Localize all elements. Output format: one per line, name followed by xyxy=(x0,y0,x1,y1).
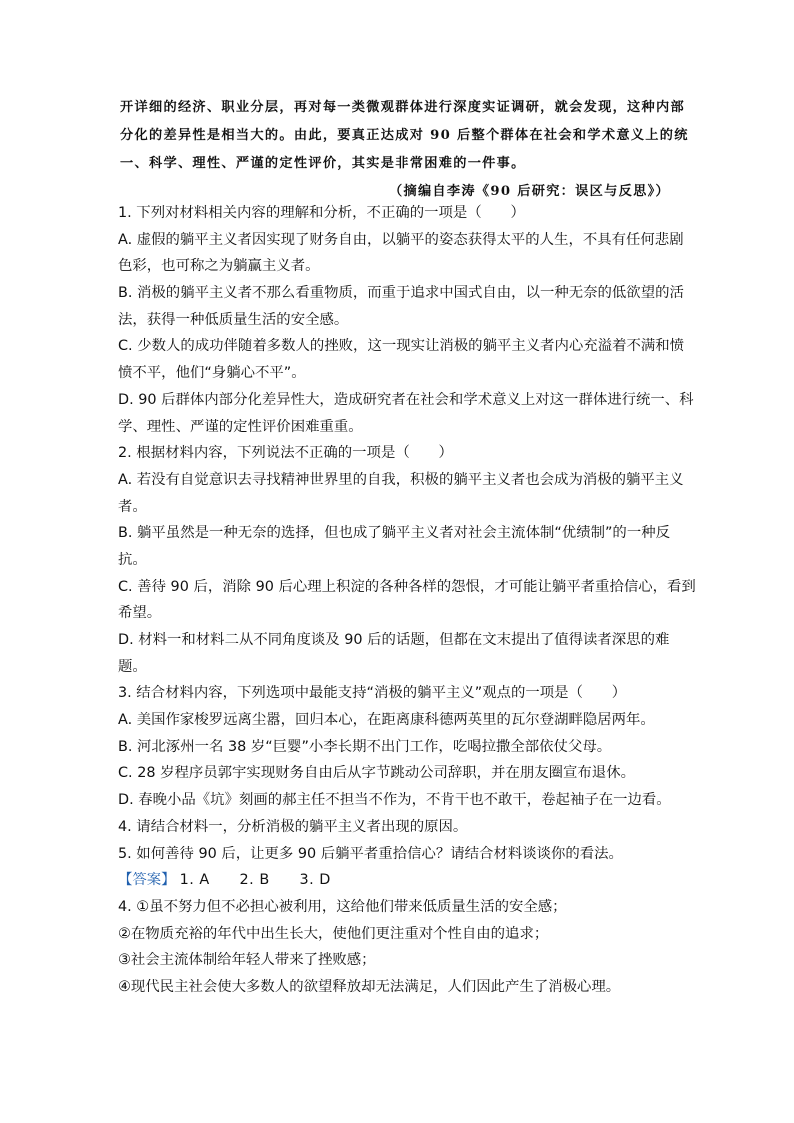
passage-line: 一、科学、理性、严谨的定性评价，其实是非常困难的一件事。 xyxy=(120,156,526,171)
question-1-stem: 1. 下列对材料相关内容的理解和分析，不正确的一项是（ ） xyxy=(118,205,525,221)
questions-section xyxy=(118,200,696,1001)
q3-option-b: B. 河北涿州一名 38 岁“巨婴”小李长期不出门工作，吃喝拉撒全部依仗父母。 xyxy=(118,738,612,755)
q3-option-c: C. 28 岁程序员郭宇实现财务自由后从字节跳动公司辞职，并在朋友圈宣布退休。 xyxy=(118,765,635,782)
question-2-stem: 2. 根据材料内容，下列说法不正确的一项是（ ） xyxy=(118,445,453,462)
q2-option-a-cont: 者。 xyxy=(118,498,147,515)
q1-option-d-cont: 学、理性、严谨的定性评价困难重重。 xyxy=(118,418,363,435)
q2-option-d: D. 材料一和材料二从不同角度谈及 90 后的话题，但都在文末提出了值得读者深思的难 xyxy=(118,632,670,648)
passage-source: （摘编自李涛《90 后研究：误区与反思》） xyxy=(388,184,670,199)
answer-4-line: ②在物质充裕的年代中出生长大，使他们更注重对个性自由的追求； xyxy=(118,925,549,942)
passage-excerpt xyxy=(120,94,689,206)
q1-option-b-cont: 法，获得一种低质量生活的安全感。 xyxy=(118,311,349,328)
q2-option-b-cont: 抗。 xyxy=(118,551,147,568)
passage-line: 分化的差异性是相当大的。由此，要真正达成对 90 后整个群体在社会和学术意义上的统 xyxy=(120,128,689,143)
q1-option-a-cont: 色彩，也可称之为躺赢主义者。 xyxy=(118,258,320,275)
q3-option-a: A. 美国作家梭罗远离尘嚣，回归本心，在距离康科德两英里的瓦尔登湖畔隐居两年。 xyxy=(118,712,655,729)
q1-option-d: D. 90 后群体内部分化差异性大，造成研究者在社会和学术意义上对这一群体进行统一、科 xyxy=(118,391,694,408)
answer-4-line: 4. ①虽不努力但不必担心被利用，这给他们带来低质量生活的安全感； xyxy=(118,898,567,915)
q3-option-d: D. 春晚小品《坑》刻画的郝主任不担当不作为，不肯干也不敢干，卷起袖子在一边看。 xyxy=(118,792,671,809)
q2-option-d-cont: 题。 xyxy=(118,658,147,675)
answer-4-line: ③社会主流体制给年轻人带来了挫败感； xyxy=(118,952,376,969)
q1-option-b: B. 消极的躺平主义者不那么看重物质，而重于追求中国式自由，以一种无奈的低欲望的活 xyxy=(118,285,684,302)
q1-option-c-cont: 愤不平，他们“身躺心不平”。 xyxy=(118,365,306,382)
q2-option-a: A. 若没有自觉意识去寻找精神世界里的自我，积极的躺平主义者也会成为消极的躺平主义 xyxy=(118,471,684,488)
question-3-stem: 3. 结合材料内容，下列选项中最能支持“消极的躺平主义”观点的一项是（ ） xyxy=(118,685,627,702)
answer-line xyxy=(118,867,678,894)
q2-option-b: B. 躺平虽然是一种无奈的选择，但也成了躺平主义者对社会主流体制“优绩制”的一种反 xyxy=(118,525,670,542)
answer-values: 1. A 2. B 3. D xyxy=(179,872,331,889)
q1-option-a: A. 虚假的躺平主义者因实现了财务自由，以躺平的姿态获得太平的人生，不具有任何悲剧 xyxy=(118,231,684,248)
q2-option-c-cont: 希望。 xyxy=(118,605,162,622)
passage-line: 开详细的经济、职业分层，再对每一类微观群体进行深度实证调研，就会发现，这种内部 xyxy=(120,100,686,115)
answer-label: 【答案】 xyxy=(118,872,176,889)
question-4: 4. 请结合材料一，分析消极的躺平主义者出现的原因。 xyxy=(118,818,468,835)
question-5: 5. 如何善待 90 后，让更多 90 后躺平者重拾信心？请结合材料谈谈你的看法。 xyxy=(118,845,623,862)
answer-4-line: ④现代民主社会使大多数人的欲望释放却无法满足，人们因此产生了消极心理。 xyxy=(118,978,621,995)
q2-option-c: C. 善待 90 后，消除 90 后心理上积淀的各种各样的怨恨，才可能让躺平者重拾信心，看到 xyxy=(118,578,696,595)
q1-option-c: C. 少数人的成功伴随着多数人的挫败，这一现实让消极的躺平主义者内心充溢着不满和愤 xyxy=(118,338,685,355)
